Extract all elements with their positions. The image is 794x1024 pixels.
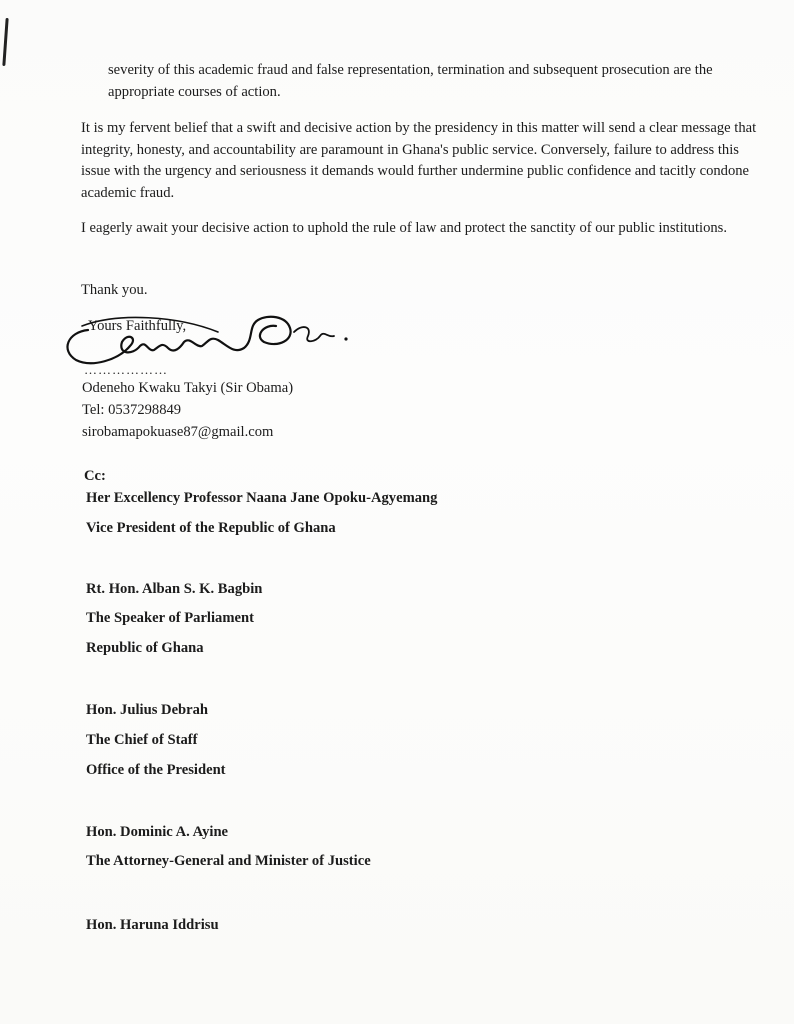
paragraph-await-action: I eagerly await your decisive action to uphold the rule of law and protect the sanctity of our public institutions.	[81, 220, 728, 236]
sender-telephone: Tel: 0537298849	[82, 402, 182, 418]
cc-speaker-title: The Speaker of Parliament	[86, 610, 254, 626]
cc-cos-office: Office of the President	[86, 762, 226, 778]
page-edge-mark	[2, 18, 8, 66]
cc-vp-title: Vice President of the Republic of Ghana	[86, 520, 336, 536]
cc-ag-title: The Attorney-General and Minister of Justice	[86, 853, 371, 869]
sender-email: sirobamapokuase87@gmail.com	[82, 424, 274, 440]
sender-name: Odeneho Kwaku Takyi (Sir Obama)	[82, 380, 294, 396]
closing-salutation: Yours Faithfully,	[88, 318, 187, 334]
cc-speaker-name: Rt. Hon. Alban S. K. Bagbin	[86, 581, 263, 597]
signature-dotted-line: ………………	[84, 362, 168, 377]
cc-vp-name: Her Excellency Professor Naana Jane Opoku-Agyemang	[86, 490, 438, 506]
cc-iddrisu-name: Hon. Haruna Iddrisu	[86, 917, 219, 933]
cc-label: Cc:	[84, 468, 106, 484]
paragraph-fervent-belief: It is my fervent belief that a swift and decisive action by the presidency in this matter will send a clear message that integrity, honesty, and accountability are paramount in Ghana's public service. Conversely, failure to address this issue with the urgency and seriousness it demands would further undermine public confidence and tacitly condone academic fraud.	[81, 120, 757, 201]
cc-ag-name: Hon. Dominic A. Ayine	[86, 824, 229, 840]
cc-cos-name: Hon. Julius Debrah	[86, 702, 209, 718]
paragraph-thank-you: Thank you.	[81, 282, 148, 298]
cc-speaker-org: Republic of Ghana	[86, 640, 204, 656]
cc-cos-title: The Chief of Staff	[86, 732, 198, 748]
paragraph-severity: severity of this academic fraud and false representation, termination and subsequent prosecution are the appropriate courses of action.	[108, 62, 713, 100]
